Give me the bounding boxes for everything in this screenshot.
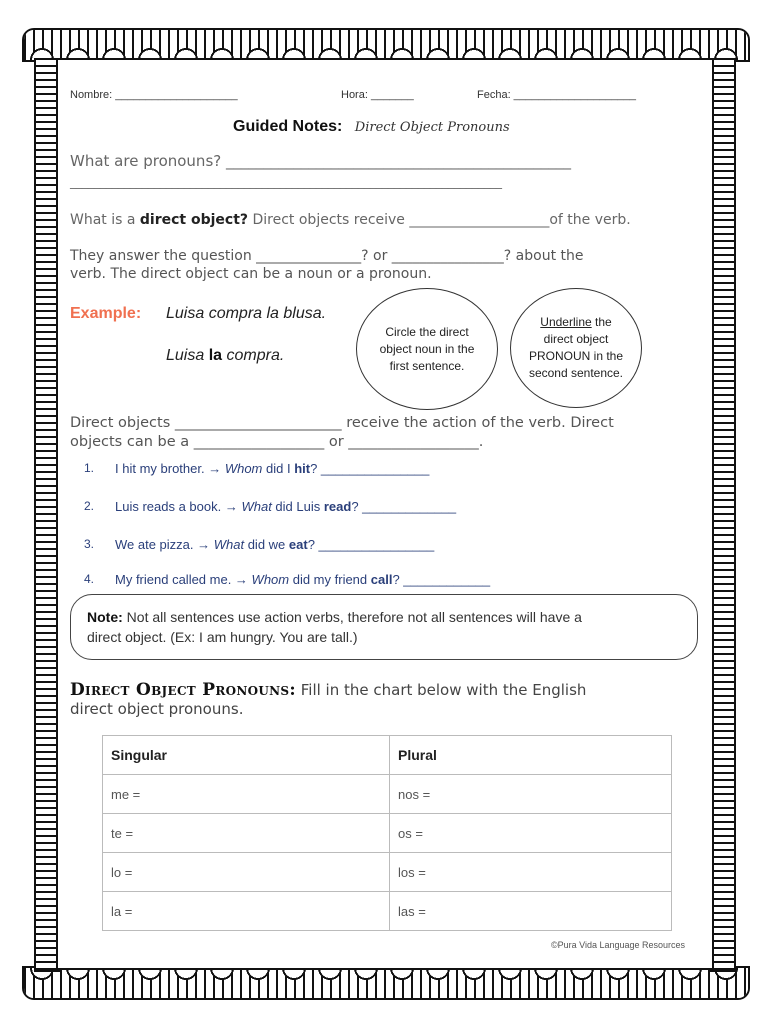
- cell-singular[interactable]: me =: [103, 775, 390, 814]
- direct-object-bold: direct object?: [139, 212, 249, 228]
- name-field[interactable]: Nombre: ____________________: [70, 89, 238, 101]
- answer-question-line1: They answer the question _______________? or ________________? about the: [70, 248, 584, 264]
- example-sentence-2: [166, 347, 284, 365]
- table-row: [103, 814, 672, 853]
- example-sentence-1: Luisa compra la blusa.: [166, 305, 327, 322]
- item-pre: Luis reads a book. →: [115, 499, 242, 514]
- table-row: [103, 892, 672, 931]
- item-number: 1.: [84, 461, 95, 475]
- hora-field[interactable]: Hora: _______: [341, 89, 414, 101]
- item-answer[interactable]: ? _______________: [310, 461, 430, 476]
- note-box: [70, 594, 698, 660]
- item-pre: I hit my brother. →: [115, 461, 225, 476]
- item-text: [115, 537, 434, 552]
- underline-instruction-text: [526, 314, 626, 382]
- item-number: 4.: [84, 572, 95, 586]
- dop-text1: Fill in the chart below with the English: [295, 681, 587, 699]
- example-label: Example:: [70, 305, 142, 322]
- item-pre: My friend called me. →: [115, 572, 252, 587]
- item-answer[interactable]: ? ____________: [392, 572, 491, 587]
- item-verb: hit: [294, 461, 311, 476]
- underline-word: Underline: [540, 315, 592, 329]
- answer-question-line2: verb. The direct object can be a noun or a pronoun.: [70, 266, 432, 282]
- sentence2-part-a: Luisa: [166, 347, 209, 364]
- circle-instruction-bubble: [356, 288, 498, 410]
- note-text1: Not all sentences use action verbs, therefore not all sentences will have a: [122, 609, 582, 625]
- item-text: [115, 572, 490, 587]
- item-text: [115, 499, 456, 514]
- cell-singular[interactable]: lo =: [103, 853, 390, 892]
- copyright: ©Pura Vida Language Resources: [551, 940, 686, 950]
- top-border: [22, 28, 750, 62]
- list-item: [0, 537, 768, 555]
- direct-object-question: [70, 212, 631, 228]
- item-pre: We ate pizza. →: [115, 537, 214, 552]
- note-line2: direct object. (Ex: I am hungry. You are tall.): [87, 629, 358, 645]
- item-wh: What: [241, 499, 272, 514]
- list-item: [0, 572, 768, 590]
- table-row: [103, 853, 672, 892]
- pronouns-answer-line[interactable]: ________________________________________________________________________: [70, 175, 502, 189]
- cell-plural[interactable]: las =: [390, 892, 672, 931]
- sentence2-pronoun: la: [208, 347, 223, 364]
- title-text: Guided Notes:: [233, 118, 343, 135]
- direct-object-pre: What is a: [70, 212, 140, 228]
- item-mid: did Luis: [271, 499, 324, 514]
- direct-object-post: Direct objects receive ____________________of the verb.: [248, 212, 631, 228]
- pronouns-table: [102, 735, 672, 931]
- item-mid: did my friend: [289, 572, 371, 587]
- direct-objects-line1: Direct objects _______________________ receive the action of the verb. Direct: [70, 415, 614, 431]
- item-verb: read: [323, 499, 352, 514]
- list-item: [0, 499, 768, 517]
- underline-rest: the direct object PRONOUN in the second sentence.: [528, 315, 624, 380]
- list-item: [0, 461, 768, 479]
- dop-heading-line: [70, 680, 586, 700]
- note-label: Note:: [87, 609, 123, 625]
- item-wh: Whom: [224, 461, 263, 476]
- pronouns-question: What are pronouns? ______________________________________________: [70, 152, 571, 170]
- sentence2-part-c: compra.: [222, 347, 285, 364]
- header-plural: Plural: [390, 736, 672, 775]
- item-answer[interactable]: ? _____________: [351, 499, 457, 514]
- direct-objects-line2: objects can be a __________________ or __________________.: [70, 434, 484, 450]
- item-wh: Whom: [251, 572, 290, 587]
- cell-plural[interactable]: os =: [390, 814, 672, 853]
- subtitle-text: Direct Object Pronouns: [354, 120, 510, 135]
- item-verb: call: [370, 572, 393, 587]
- cell-singular[interactable]: te =: [103, 814, 390, 853]
- dop-text2: direct object pronouns.: [70, 700, 244, 718]
- note-line1: [87, 609, 582, 625]
- underline-instruction-bubble: [510, 288, 642, 408]
- table-row: [103, 775, 672, 814]
- item-number: 2.: [84, 499, 95, 513]
- header-singular: Singular: [103, 736, 390, 775]
- item-mid: did I: [262, 461, 295, 476]
- dop-heading: Direct Object Pronouns:: [70, 680, 296, 700]
- item-number: 3.: [84, 537, 95, 551]
- cell-plural[interactable]: nos =: [390, 775, 672, 814]
- cell-singular[interactable]: la =: [103, 892, 390, 931]
- page-title: [233, 118, 510, 136]
- item-verb: eat: [288, 537, 308, 552]
- table-header-row: [103, 736, 672, 775]
- fecha-field[interactable]: Fecha: ____________________: [477, 89, 637, 101]
- cell-plural[interactable]: los =: [390, 853, 672, 892]
- item-text: [115, 461, 429, 476]
- item-answer[interactable]: ? ________________: [307, 537, 435, 552]
- bottom-border: [22, 966, 750, 1000]
- item-mid: did we: [244, 537, 289, 552]
- circle-instruction-text: Circle the direct object noun in the first sentence.: [379, 324, 475, 373]
- item-wh: What: [213, 537, 245, 552]
